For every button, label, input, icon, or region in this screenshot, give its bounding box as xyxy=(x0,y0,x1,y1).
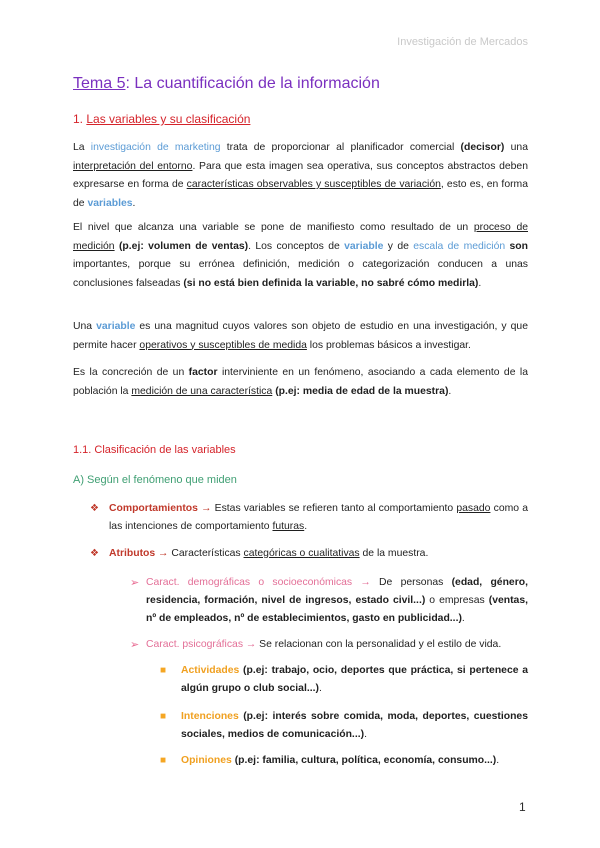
section-number: 1. xyxy=(73,112,87,126)
square-bullet-icon: ■ xyxy=(160,711,167,722)
subsublist-item-intenciones: ■ Intenciones (p.ej: interés sobre comida, moda, deportes, cuestiones sociales, medios de comunicación...). xyxy=(160,708,528,744)
paragraph-4: Es la concreción de un factor interviniente en un fenómeno, asociando a cada elemento de la población la medición de una característica (p.ej: media de edad de la muestra). xyxy=(73,367,528,397)
subsection-heading: 1.1. Clasificación de las variables xyxy=(73,444,236,456)
running-header: Investigación de Mercados xyxy=(397,36,528,48)
section-heading-1 xyxy=(73,112,250,126)
sublist-item-psicograficas: ➢ Caract. psicográficas → Se relacionan con la personalidad y el estilo de vida. xyxy=(130,636,528,654)
list-item-comportamientos: ❖ Comportamientos → Estas variables se refieren tanto al comportamiento pasado como a las intenciones de comportamiento futuras. xyxy=(90,500,528,536)
highlight-term: variables xyxy=(87,197,133,209)
page-title xyxy=(73,75,380,93)
highlight-term: variable xyxy=(344,240,384,252)
title-topic: Tema 5 xyxy=(73,75,126,92)
subsublist-item-actividades: ■ Actividades (p.ej: trabajo, ocio, deportes que práctica, si pertenece a algún grupo o club social...). xyxy=(160,662,528,698)
subsubsection-heading: A) Según el fenómeno que miden xyxy=(73,474,237,486)
title-text: : La cuantificación de la información xyxy=(125,75,380,92)
diamond-bullet-icon: ❖ xyxy=(90,548,99,559)
list-item-atributos: ❖ Atributos → Características categóricas o cualitativas de la muestra. xyxy=(90,545,528,563)
highlight-term: investigación de marketing xyxy=(90,142,221,153)
arrow-bullet-icon: ➢ xyxy=(130,577,140,589)
arrow-bullet-icon: ➢ xyxy=(130,639,140,651)
paragraph-2: El nivel que alcanza una variable se pone de manifiesto como resultado de un proceso de medición (p.ej: volumen de ventas). Los conceptos de variable y de escala de medición son importantes, porque su errónea definición, medición o categorización conducen a unas conclusiones falseadas (si no está bien definida la variable, no sabré cómo medirla). xyxy=(73,222,529,289)
paragraph-3: Una variable es una magnitud cuyos valores son objeto de estudio en una investigación, y que permite hacer operativos y susceptibles de medida los problemas básicos a investigar. xyxy=(73,321,528,351)
highlight-term: escala de medición xyxy=(413,240,506,252)
page-number: 1 xyxy=(519,800,526,814)
highlight-term: variable xyxy=(96,321,136,332)
square-bullet-icon: ■ xyxy=(160,665,167,676)
diamond-bullet-icon: ❖ xyxy=(90,503,99,514)
section-title: Las variables y su clasificación xyxy=(86,112,251,126)
paragraph-1: La investigación de marketing trata de proporcionar al planificador comercial (decisor) una interpretación del entorno. Para que esta imagen sea operativa, sus conceptos abstractos deben expresarse en forma de características observables y susceptibles de variación, esto es, en forma de variables. xyxy=(73,142,528,209)
subsublist-item-opiniones: ■ Opiniones (p.ej: familia, cultura, política, economía, consumo...). xyxy=(160,752,528,770)
square-bullet-icon: ■ xyxy=(160,755,167,766)
sublist-item-demograficas: ➢ Caract. demográficas o socioeconómicas → De personas (edad, género, residencia, formación, nivel de ingresos, estado civil...) o empresas (ventas, nº de empleados, nº de establecimientos, gasto en publicidad...). xyxy=(130,574,528,628)
